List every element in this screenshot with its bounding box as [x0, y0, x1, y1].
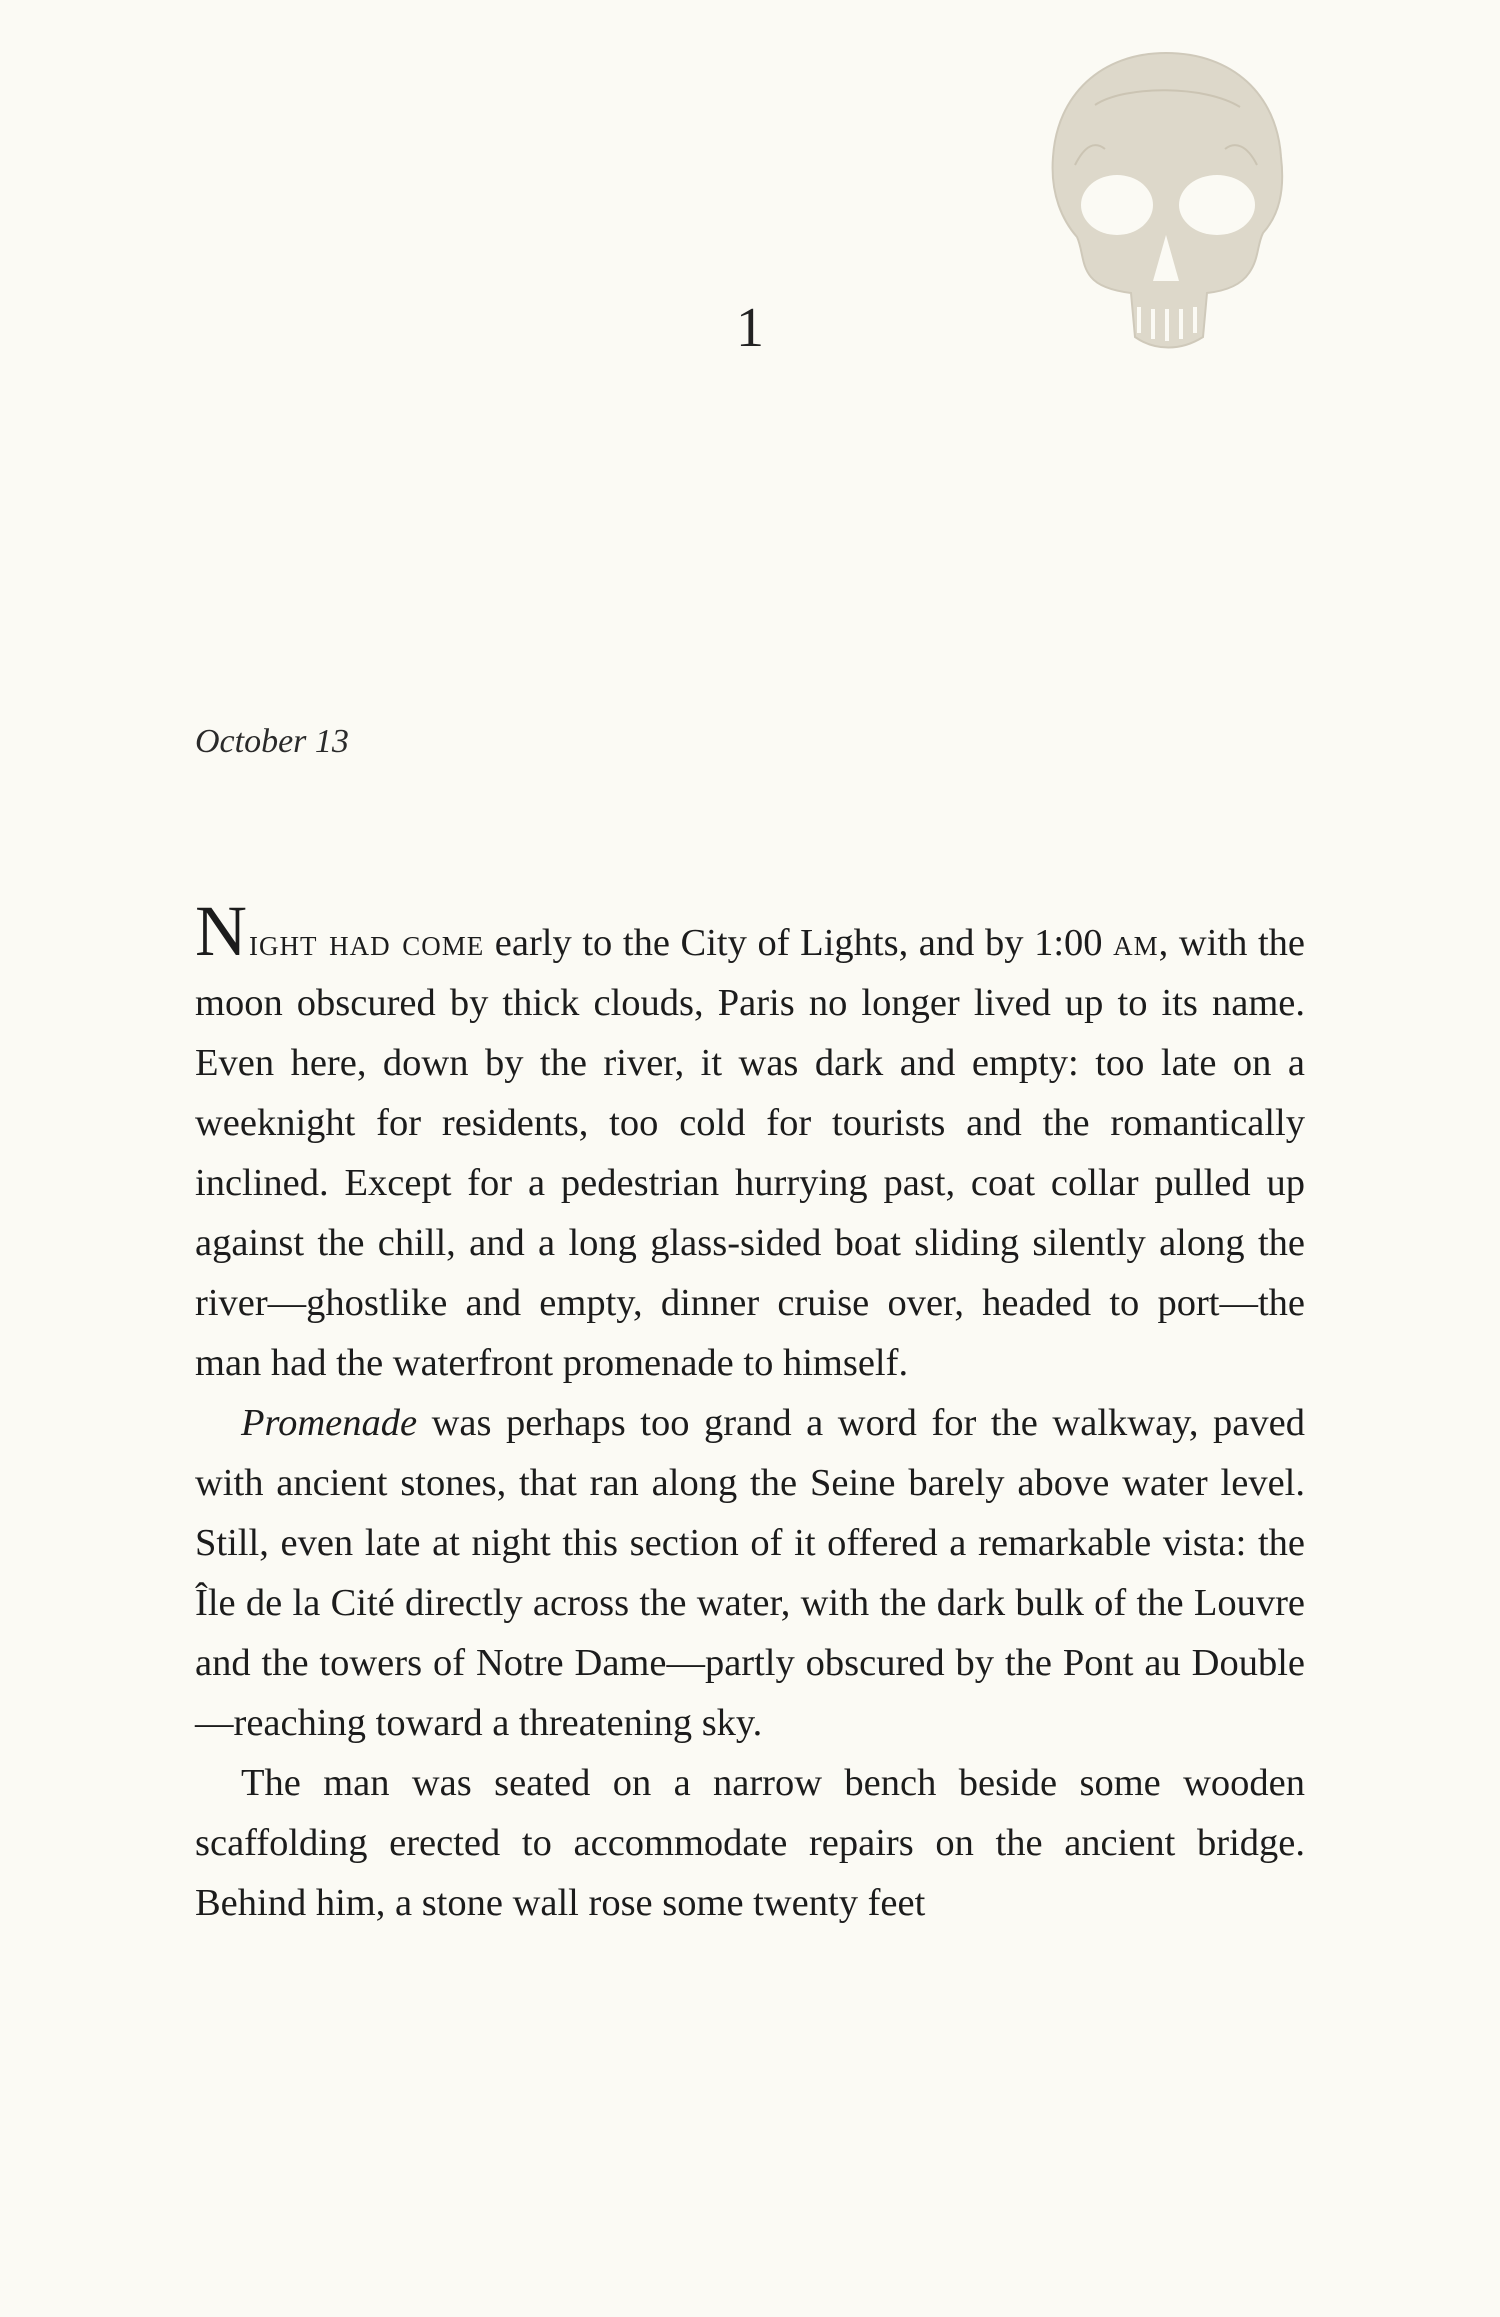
paragraph-1-tail: , with the moon obscured by thick clouds, Paris no longer lived up to its name. Even here, down by the river, it was dark and empty: too late on a weeknight for residents, too cold for tourists and the romantically inclined. Except for a pedestrian hurrying past, coat collar pulled up against the chill, and a long glass-sided boat sliding silently along the river—ghostlike and empty, dinner cruise over, headed to port—the man had the waterfront promenade to himself.: [195, 922, 1305, 1384]
chapter-body: [195, 891, 1305, 1933]
paragraph-1: [195, 891, 1305, 1393]
chapter-number: 1: [736, 297, 764, 359]
time-am: am: [1113, 922, 1159, 964]
paragraph-2-text: was perhaps too grand a word for the walkway, paved with ancient stones, that ran along the Seine barely above water level. Still, even late at night this section of it offered a remarkable vista: the Île de la Cité directly across the water, with the dark bulk of the Louvre and the towers of Notre Dame—partly obscured by the Pont au Double—reaching toward a threatening sky.: [195, 1402, 1305, 1744]
opening-small-caps: ight had come: [249, 922, 485, 964]
chapter-date: October 13: [195, 723, 349, 760]
paragraph-1-text: early to the City of Lights, and by 1:00: [484, 922, 1114, 964]
drop-cap: N: [195, 891, 247, 971]
skull-icon: [1035, 45, 1297, 365]
paragraph-3: The man was seated on a narrow bench beside some wooden scaffolding erected to accommodate repairs on the ancient bridge. Behind him, a stone wall rose some twenty feet: [195, 1762, 1305, 1924]
paragraph-2: [195, 1393, 1305, 1753]
paragraph-2-italic-lead: Promenade: [241, 1402, 418, 1444]
